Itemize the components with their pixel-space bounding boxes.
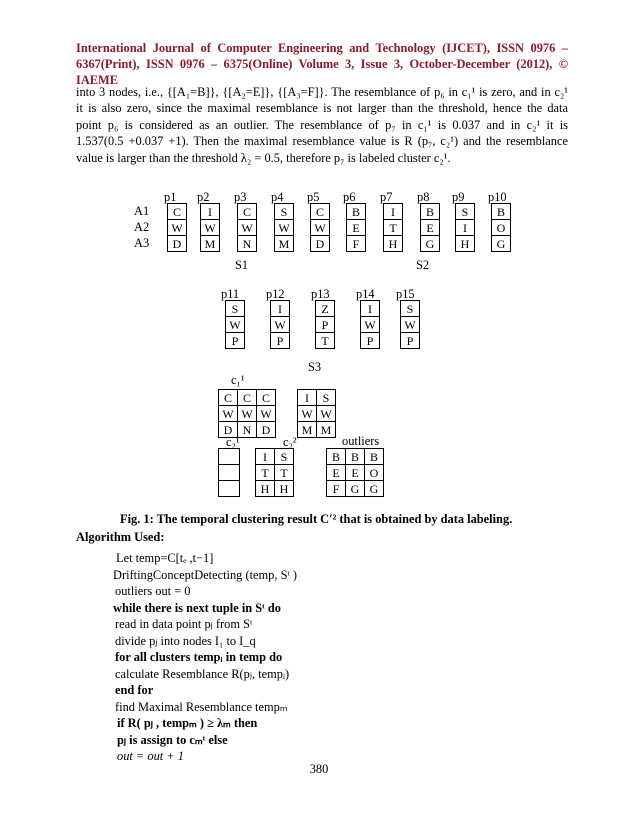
algo-line: while there is next tuple in Sᵗ do xyxy=(113,600,281,615)
cell: D xyxy=(219,422,238,438)
point-label: p6 xyxy=(343,190,356,204)
cell: T xyxy=(275,465,294,481)
cell: H xyxy=(384,236,403,252)
point-column xyxy=(346,203,366,252)
cell: G xyxy=(365,481,384,497)
point-label: p4 xyxy=(271,190,284,204)
cell: N xyxy=(238,422,257,438)
cluster-c22 xyxy=(255,448,294,497)
algorithm-block xyxy=(113,550,297,765)
cell: O xyxy=(365,465,384,481)
point-label: p9 xyxy=(452,190,465,204)
cell: I xyxy=(361,301,380,317)
header-line-1: International Journal of Computer Engineering and Technology (IJCET), ISSN 0976 – xyxy=(76,41,568,55)
cell: C xyxy=(311,204,330,220)
cell: S xyxy=(401,301,420,317)
cell: I xyxy=(271,301,290,317)
point-label: p11 xyxy=(221,287,240,301)
cell: M xyxy=(201,236,220,252)
cell: G xyxy=(346,481,365,497)
point-label: p10 xyxy=(488,190,507,204)
cell: B xyxy=(365,449,384,465)
cell: C xyxy=(238,204,257,220)
cell: T xyxy=(384,220,403,236)
point-column xyxy=(167,203,187,252)
cell: E xyxy=(421,220,440,236)
point-column xyxy=(420,203,440,252)
cell: W xyxy=(298,406,317,422)
algo-line: divide pⱼ into nodes I₁ to I_q xyxy=(115,633,256,648)
algo-line: find Maximal Resemblance tempₘ xyxy=(115,699,288,714)
cell: W xyxy=(257,406,276,422)
point-column xyxy=(225,300,245,349)
algorithm-title: Algorithm Used: xyxy=(76,530,165,544)
c21-label: c₂¹ xyxy=(226,435,240,449)
cell: H xyxy=(275,481,294,497)
cell xyxy=(219,481,240,497)
point-column xyxy=(360,300,380,349)
cell: I xyxy=(201,204,220,220)
outliers-grid xyxy=(326,448,384,497)
cell: B xyxy=(347,204,366,220)
cell: W xyxy=(238,220,257,236)
cell xyxy=(219,449,240,465)
point-label: p2 xyxy=(197,190,210,204)
c22-label: c₂² xyxy=(283,435,297,449)
cell: W xyxy=(168,220,187,236)
cell: I xyxy=(456,220,475,236)
body-paragraph xyxy=(76,84,568,166)
cell: M xyxy=(275,236,294,252)
page-number: 380 xyxy=(309,762,329,776)
cell: S xyxy=(317,390,336,406)
cluster-c11-part-a xyxy=(218,389,276,438)
cell: W xyxy=(219,406,238,422)
cell: M xyxy=(317,422,336,438)
cell: W xyxy=(271,317,290,333)
cell: S xyxy=(275,204,294,220)
cell: O xyxy=(492,220,511,236)
cell: B xyxy=(421,204,440,220)
figure-caption: Fig. 1: The temporal clustering result C′² that is obtained by data labeling. xyxy=(120,512,513,526)
cell: S xyxy=(275,449,294,465)
attribute-label: A3 xyxy=(134,236,150,250)
s3-label: S3 xyxy=(308,360,322,374)
point-column xyxy=(310,203,330,252)
paragraph-line: value is larger than the threshold λ₂ = 0.5, therefore p₇ is labeled cluster c₂¹. xyxy=(76,150,451,165)
point-column xyxy=(274,203,294,252)
point-label: p7 xyxy=(380,190,393,204)
cell: H xyxy=(256,481,275,497)
cell: D xyxy=(311,236,330,252)
cell: I xyxy=(256,449,275,465)
algo-line: out = out + 1 xyxy=(117,749,184,763)
cell: D xyxy=(168,236,187,252)
cell: E xyxy=(347,220,366,236)
algo-line: Let temp=C[tₑ ,t−1] xyxy=(116,551,214,565)
point-label: p15 xyxy=(396,287,415,301)
algo-line: end for xyxy=(115,683,154,697)
cell: W xyxy=(201,220,220,236)
cell: E xyxy=(327,465,346,481)
cell: G xyxy=(421,236,440,252)
journal-header xyxy=(76,40,568,88)
attribute-label: A1 xyxy=(134,204,150,218)
algo-line: outliers out = 0 xyxy=(115,584,191,598)
cell: I xyxy=(298,390,317,406)
paragraph-line: 1.537(0.5 +0.037 +1). Then the maximal resemblance value is R (p₇, c₂¹) and the resemblance xyxy=(76,134,568,149)
cell: W xyxy=(361,317,380,333)
point-column xyxy=(491,203,511,252)
c11-label: c₁¹ xyxy=(231,373,245,387)
attribute-label: A2 xyxy=(134,220,150,234)
cell: W xyxy=(238,406,257,422)
paragraph-line: into 3 nodes, i.e., {[A₁=B]}, {[A₂=E]}, {[A₃=F]}. The resemblance of p₆ in c₁¹ is zero, and in c₂¹ xyxy=(76,85,568,99)
cell: F xyxy=(327,481,346,497)
algo-line: DriftingConceptDetecting (temp, Sᵗ ) xyxy=(113,567,298,582)
point-column xyxy=(383,203,403,252)
cluster-c11-part-b xyxy=(297,389,336,438)
cell: P xyxy=(401,333,420,349)
cell: H xyxy=(456,236,475,252)
cluster-c21-empty xyxy=(218,448,240,497)
cell: B xyxy=(327,449,346,465)
cell: I xyxy=(384,204,403,220)
cell: C xyxy=(238,390,257,406)
cell: C xyxy=(168,204,187,220)
outliers-label: outliers xyxy=(342,434,380,448)
s2-label: S2 xyxy=(416,258,430,272)
cell xyxy=(219,465,240,481)
cell: T xyxy=(256,465,275,481)
cell: B xyxy=(492,204,511,220)
cell: B xyxy=(346,449,365,465)
cell: P xyxy=(316,317,335,333)
cell: T xyxy=(316,333,335,349)
cell: M xyxy=(298,422,317,438)
point-column xyxy=(200,203,220,252)
point-label: p5 xyxy=(307,190,320,204)
algo-line: for all clusters tempᵢ in temp do xyxy=(115,650,283,664)
algo-line: pⱼ is assign to cₘᵗ else xyxy=(117,732,228,747)
cell: P xyxy=(226,333,245,349)
cell: F xyxy=(347,236,366,252)
point-label: p13 xyxy=(311,287,330,301)
cell: C xyxy=(219,390,238,406)
header-line-2: 6367(Print), ISSN 0976 – 6375(Online) Volume 3, Issue 3, October-December (2012), © IAEME xyxy=(76,57,568,87)
cell: D xyxy=(257,422,276,438)
cell: G xyxy=(492,236,511,252)
cell: C xyxy=(257,390,276,406)
paragraph-line: point p₆ is considered as an outlier. The resemblance of p₇ in c₁¹ is 0.037 and in c₂¹ it is xyxy=(76,117,568,132)
cell: N xyxy=(238,236,257,252)
algo-line: if R( pⱼ , tempₘ ) ≥ λₘ then xyxy=(117,716,258,730)
cell: W xyxy=(275,220,294,236)
s1-label: S1 xyxy=(235,258,249,272)
algo-line: read in data point pⱼ from Sᵗ xyxy=(115,617,253,631)
point-column xyxy=(315,300,335,349)
point-label: p3 xyxy=(234,190,247,204)
cell: W xyxy=(226,317,245,333)
cell: P xyxy=(271,333,290,349)
cell: S xyxy=(226,301,245,317)
cell: W xyxy=(401,317,420,333)
point-label: p12 xyxy=(266,287,285,301)
cell: Z xyxy=(316,301,335,317)
point-label: p14 xyxy=(356,287,375,301)
point-column xyxy=(455,203,475,252)
point-label: p8 xyxy=(417,190,430,204)
algo-line: calculate Resemblance R(pⱼ, tempᵢ) xyxy=(115,666,290,681)
cell: W xyxy=(317,406,336,422)
cell: E xyxy=(346,465,365,481)
cell: S xyxy=(456,204,475,220)
point-label: p1 xyxy=(164,190,177,204)
point-column xyxy=(400,300,420,349)
paragraph-line: it is also zero, since the maximal resemblance is not larger than the threshold, hence the data xyxy=(76,101,568,116)
cell: W xyxy=(311,220,330,236)
point-column xyxy=(270,300,290,349)
point-column xyxy=(237,203,257,252)
cell: P xyxy=(361,333,380,349)
